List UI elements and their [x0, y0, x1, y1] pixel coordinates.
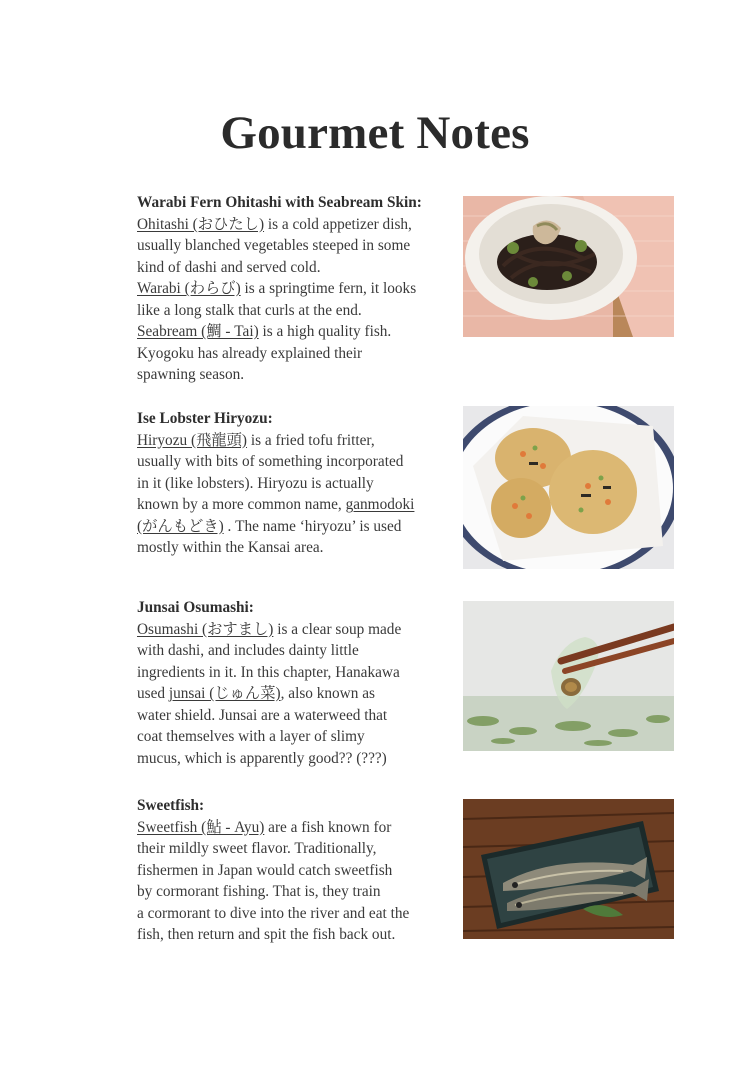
note-line: kind of dashi and served cold.: [137, 258, 321, 276]
note-line: a cormorant to dive into the river and eat the: [137, 904, 410, 922]
note-text: . The name ‘hiryozu’ is used: [223, 517, 402, 535]
term-link: junsai (じゅん菜): [168, 685, 281, 702]
note-text: is a fried tofu fritter,: [247, 431, 375, 449]
note-text: , also known as: [280, 685, 375, 702]
note-sweetfish: [137, 795, 457, 946]
note-line: [137, 619, 457, 641]
note-line: usually blanched vegetables steeped in some: [137, 237, 411, 254]
note-line: by cormorant fishing. That is, they train: [137, 883, 381, 900]
note-line: in it (like lobsters). Hiryozu is actually: [137, 474, 374, 492]
note-heading: Junsai Osumashi:: [137, 599, 254, 616]
note-text: is a cold appetizer dish,: [264, 215, 412, 233]
note-line: mostly within the Kansai area.: [137, 539, 324, 556]
warabi-ohitashi-photo: [463, 196, 674, 337]
note-line: [137, 494, 457, 516]
term-link: Sweetfish (鮎 - Ayu): [137, 818, 265, 836]
sweetfish-photo: [463, 799, 674, 939]
note-heading: Ise Lobster Hiryozu:: [137, 410, 273, 427]
note-line: mucus, which is apparently good?? (???): [137, 749, 387, 767]
note-text: are a fish known for: [264, 818, 392, 836]
note-text: is a clear soup made: [273, 620, 402, 638]
term-link: ganmodoki: [345, 496, 415, 513]
note-line: [137, 214, 457, 236]
note-line: water shield. Junsai are a waterweed that: [137, 706, 388, 724]
note-line: [137, 278, 457, 300]
note-heading: Sweetfish:: [137, 797, 205, 814]
term-link: (がんもどき): [137, 517, 224, 535]
term-link: Hiryozu (飛龍頭): [137, 431, 248, 449]
note-heading: Warabi Fern Ohitashi with Seabream Skin:: [137, 194, 422, 211]
term-link: Warabi (わらび): [137, 280, 241, 297]
note-line: with dashi, and includes dainty little: [137, 642, 359, 659]
page-title: Gourmet Notes: [220, 107, 530, 159]
note-text: known by a more common name,: [137, 496, 346, 513]
note-line: coat themselves with a layer of slimy: [137, 728, 365, 745]
note-line: Kyogoku has already explained their: [137, 344, 363, 362]
note-warabi-ohitashi: [137, 192, 457, 386]
term-link: Seabream (鯛 - Tai): [137, 323, 259, 340]
note-text: is a springtime fern, it looks: [240, 280, 417, 297]
note-line: like a long stalk that curls at the end.: [137, 301, 362, 319]
note-line: [137, 817, 457, 839]
note-line: [137, 321, 457, 343]
note-line: usually with bits of something incorporated: [137, 453, 404, 470]
junsai-photo: [463, 601, 674, 751]
note-line: ingredients in it. In this chapter, Hanakawa: [137, 663, 400, 681]
note-line: [137, 516, 457, 538]
note-line: spawning season.: [137, 366, 245, 383]
note-line: [137, 430, 457, 452]
note-ise-lobster-hiryozu: [137, 408, 457, 559]
note-text: is a high quality fish.: [258, 323, 392, 340]
note-line: [137, 683, 457, 705]
note-line: fishermen in Japan would catch sweetfish: [137, 861, 393, 879]
note-junsai-osumashi: [137, 597, 457, 769]
note-text: used: [137, 685, 169, 702]
note-line: fish, then return and spit the fish back out.: [137, 926, 396, 943]
term-link: Ohitashi (おひたし): [137, 215, 265, 233]
hiryozu-photo: [463, 406, 674, 569]
term-link: Osumashi (おすまし): [137, 620, 274, 638]
note-line: their mildly sweet flavor. Traditionally,: [137, 840, 377, 857]
